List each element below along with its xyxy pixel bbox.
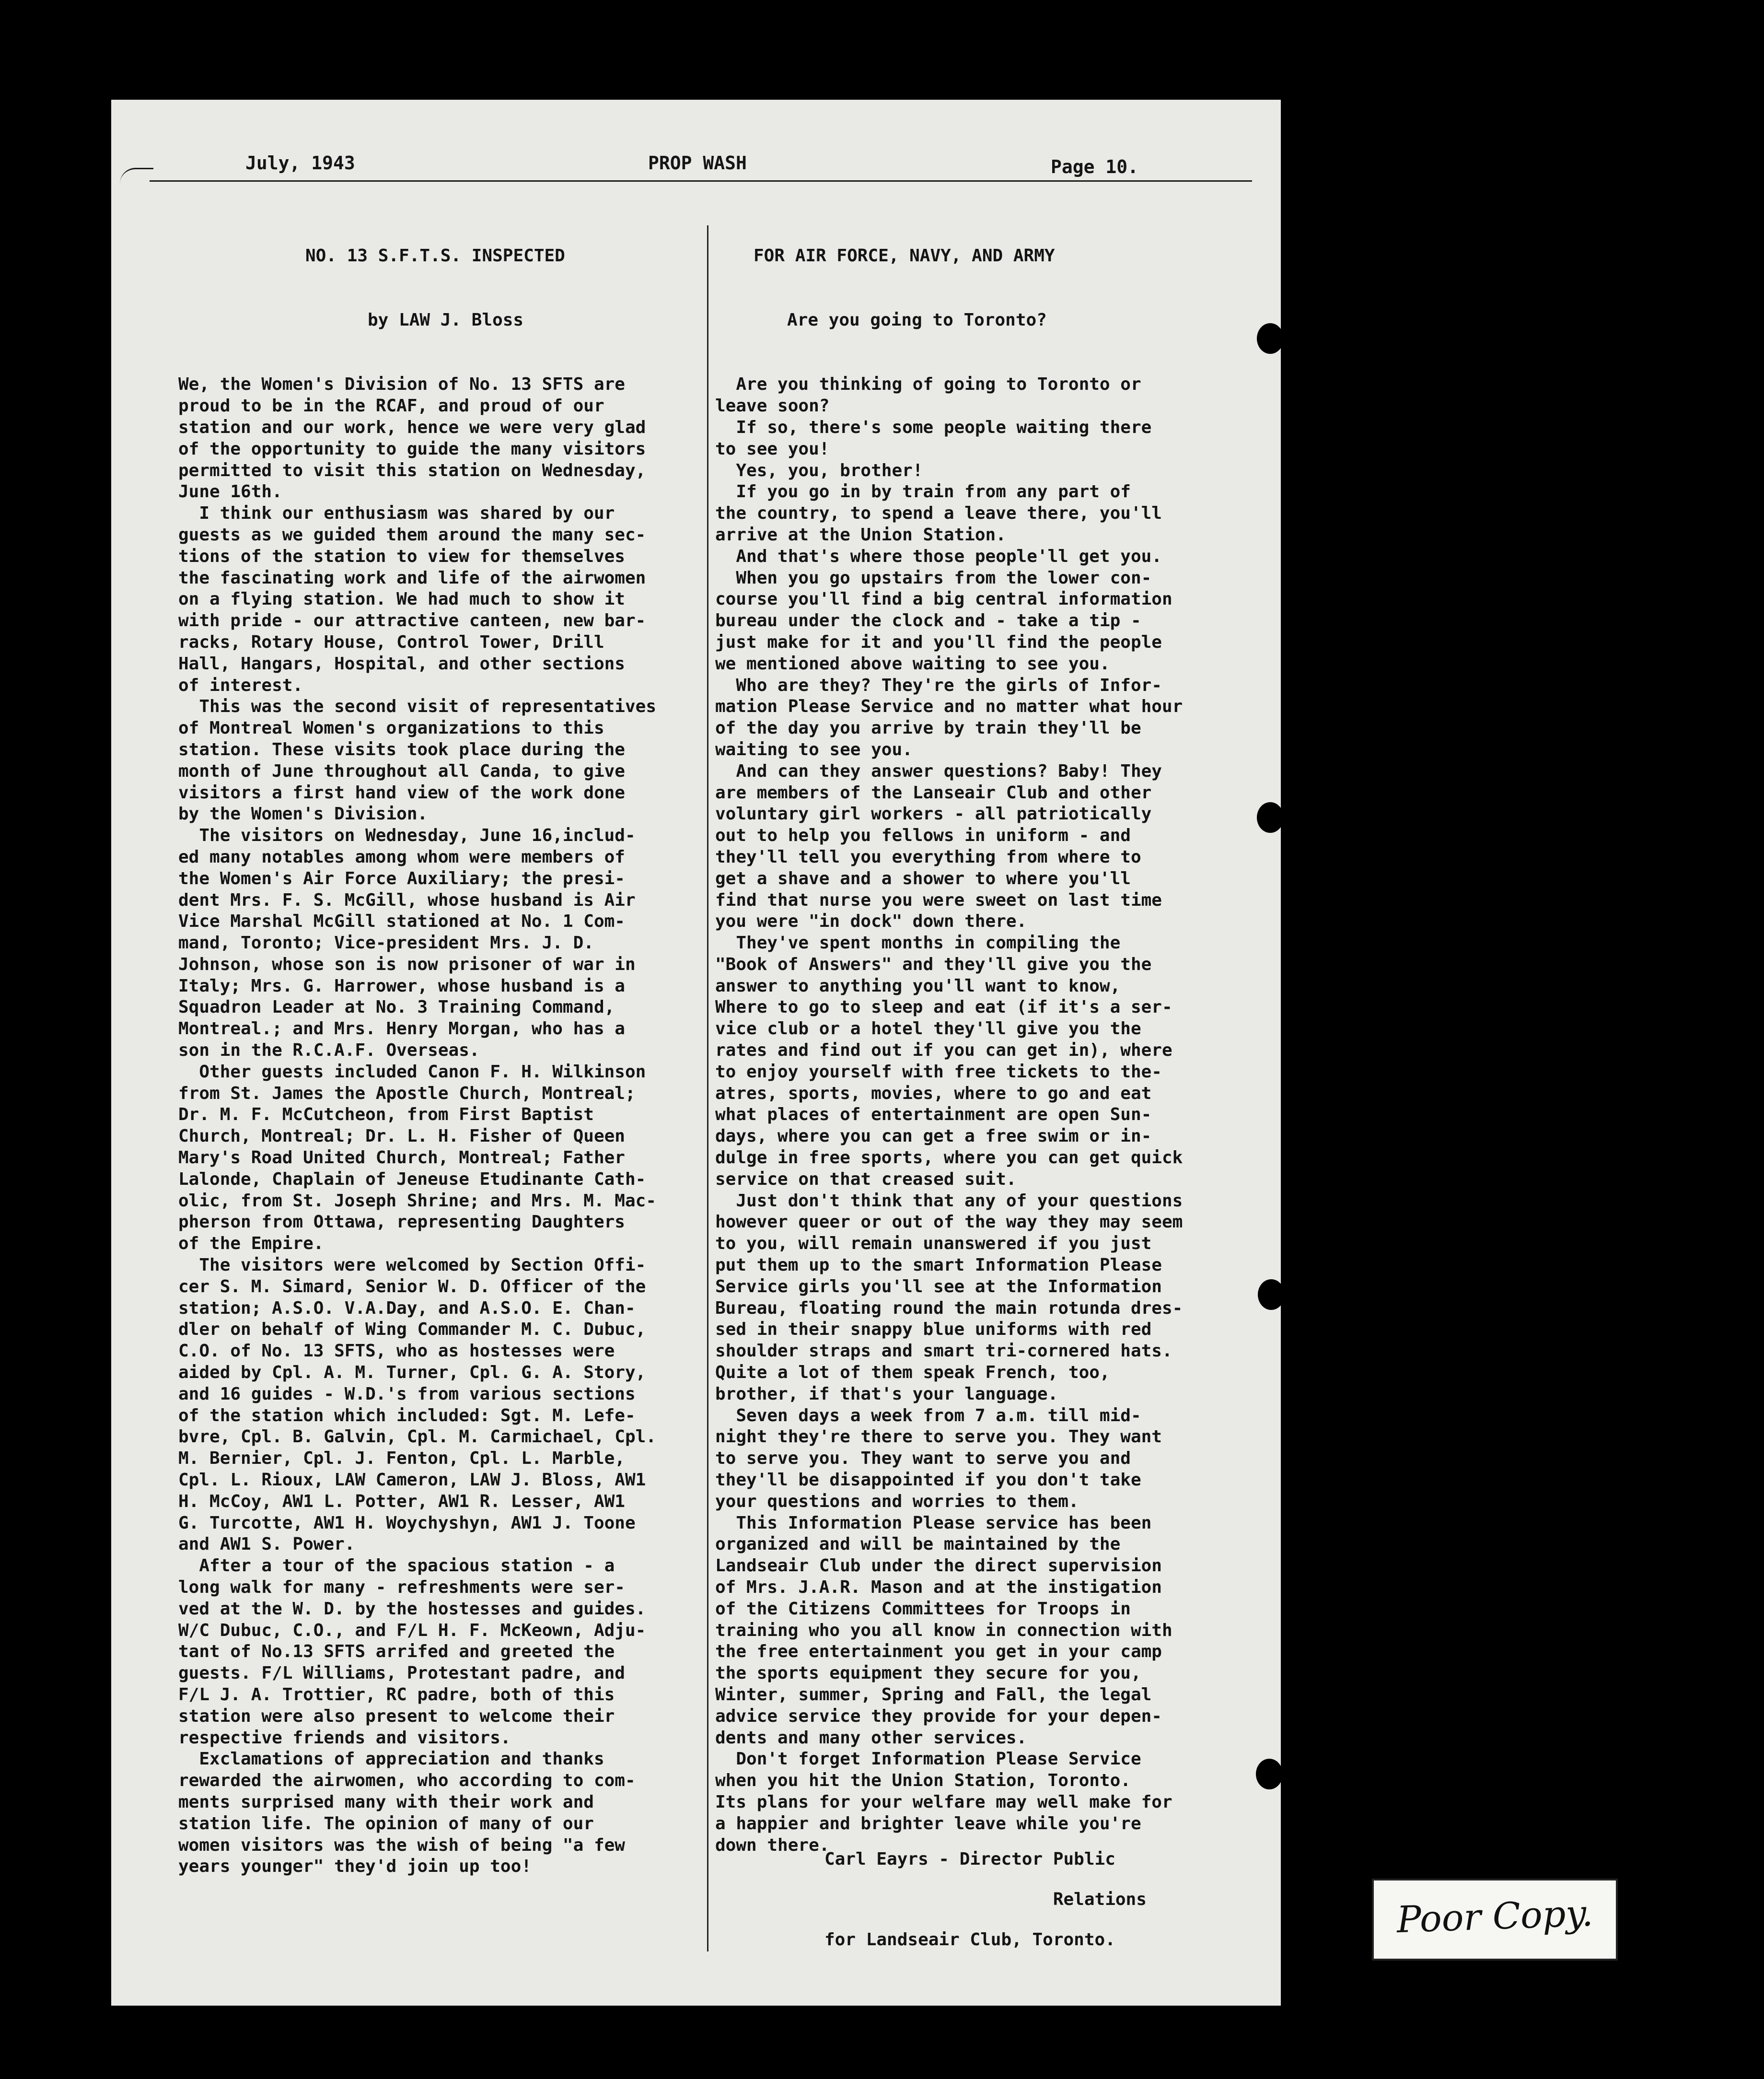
text-line: bvre, Cpl. B. Galvin, Cpl. M. Carmichael, Cpl. [178,1427,656,1447]
text-line: June 16th. [178,482,282,502]
text-line: of Montreal Women's organizations to this [178,718,604,738]
text-line: of interest. [178,675,303,695]
text-line: to serve you. They want to serve you and [715,1448,1131,1469]
left-article-title: NO. 13 S.F.T.S. INSPECTED [305,245,565,266]
text-line: And that's where those people'll get you. [715,546,1162,566]
text-line: answer to anything you'll want to know, [715,976,1121,996]
text-line: to enjoy yourself with free tickets to the- [715,1062,1162,1082]
text-line: dler on behalf of Wing Commander M. C. Dubuc, [178,1320,646,1340]
text-line: however queer or out of the way they may seem [715,1212,1183,1232]
text-line: Church, Montreal; Dr. L. H. Fisher of Queen [178,1126,625,1146]
text-line: and 16 guides - W.D.'s from various sections [178,1384,636,1404]
text-line: They've spent months in compiling the [715,933,1121,953]
text-line: find that nurse you were sweet on last time [715,890,1162,910]
text-line: just make for it and you'll find the people [715,632,1162,652]
text-line: for Landseair Club, Toronto. [824,1930,1115,1950]
text-line: Lalonde, Chaplain of Jeneuse Etudinante Cath- [178,1169,646,1189]
text-line: Don't forget Information Please Service [715,1749,1141,1769]
publication-title: PROP WASH [648,152,747,174]
text-line: The visitors on Wednesday, June 16,includ- [178,826,636,846]
right-article-body [715,374,1262,1856]
text-line: course you'll find a big central information [715,589,1172,609]
text-line: by the Women's Division. [178,804,428,824]
text-line: mand, Toronto; Vice-president Mrs. J. D. [178,933,594,953]
text-line: service on that creased suit. [715,1169,1017,1189]
text-line: arrive at the Union Station. [715,525,1006,545]
text-line: pherson from Ottawa, representing Daughters [178,1212,625,1232]
text-line: Landseair Club under the direct supervision [715,1556,1162,1576]
text-line: to you, will remain unanswered if you just [715,1234,1152,1254]
text-line: rewarded the airwomen, who according to com- [178,1771,636,1791]
text-line: Where to go to sleep and eat (if it's a ser- [715,997,1172,1017]
text-line: women visitors was the wish of being "a few [178,1835,625,1855]
text-line: Vice Marshal McGill stationed at No. 1 Com- [178,911,625,932]
text-line: station were also present to welcome their [178,1706,615,1726]
text-line: proud to be in the RCAF, and proud of our [178,396,604,416]
punch-hole [1256,1759,1283,1789]
text-line: Squadron Leader at No. 3 Training Command, [178,997,615,1017]
punch-hole [1257,802,1284,833]
text-line: Are you thinking of going to Toronto or [715,374,1141,395]
header-date: July, 1943 [245,152,355,174]
text-line: son in the R.C.A.F. Overseas. [178,1040,480,1061]
text-line: ed many notables among whom were members of [178,847,625,867]
punch-hole [1258,1279,1285,1310]
text-line: Bureau, floating round the main rotunda dres- [715,1298,1183,1318]
text-line: Carl Eayrs - Director Public [824,1849,1115,1869]
text-line: organized and will be maintained by the [715,1534,1121,1554]
text-line: the fascinating work and life of the airwomen [178,568,646,588]
text-line: you were "in dock" down there. [715,911,1027,932]
text-line: voluntary girl workers - all patriotically [715,804,1152,824]
text-line: station life. The opinion of many of our [178,1813,594,1834]
text-line: Yes, you, brother! [715,460,923,480]
text-line: of the opportunity to guide the many visitors [178,439,646,459]
left-article [178,202,782,1921]
right-article-subtitle: Are you going to Toronto? [787,310,1047,330]
text-line: waiting to see you. [715,739,913,759]
right-article-title: FOR AIR FORCE, NAVY, AND ARMY [754,245,1055,266]
text-line: This Information Please service has been [715,1513,1152,1533]
text-line: leave soon? [715,396,830,416]
text-line: tant of No.13 SFTS arrifed and greeted the [178,1642,615,1662]
text-line: station; A.S.O. V.A.Day, and A.S.O. E. Chan- [178,1298,636,1318]
text-line: Seven days a week from 7 a.m. till mid- [715,1405,1141,1425]
text-line: the free entertainment you get in your camp [715,1642,1162,1662]
text-line: ments surprised many with their work and [178,1792,594,1812]
text-line: they'll be disappointed if you don't take [715,1470,1141,1490]
text-line: Who are they? They're the girls of Infor- [715,675,1162,695]
signature-block [824,1831,1147,1969]
text-line: If so, there's some people waiting there [715,417,1152,437]
text-line: Hall, Hangars, Hospital, and other sections [178,654,625,674]
left-article-body [178,374,782,1878]
text-line: H. McCoy, AW1 L. Potter, AW1 R. Lesser, AW1 [178,1491,625,1511]
text-line: The visitors were welcomed by Section Offi- [178,1255,646,1275]
text-line: on a flying station. We had much to show it [178,589,625,609]
text-line: olic, from St. Joseph Shrine; and Mrs. M. Mac- [178,1191,656,1211]
text-line: bureau under the clock and - take a tip - [715,611,1141,631]
text-line: visitors a first hand view of the work done [178,783,625,803]
text-line: when you hit the Union Station, Toronto. [715,1771,1131,1791]
text-line: a happier and brighter leave while you're [715,1813,1141,1834]
text-line: your questions and worries to them. [715,1491,1079,1511]
text-line: Service girls you'll see at the Information [715,1276,1162,1296]
text-line: to see you! [715,439,830,459]
text-line: station and our work, hence we were very glad [178,417,646,437]
text-line: they'll tell you everything from where to [715,847,1141,867]
text-line: Dr. M. F. McCutcheon, from First Baptist [178,1105,594,1125]
text-line: the sports equipment they secure for you, [715,1663,1141,1683]
text-line: Just don't think that any of your questions [715,1191,1183,1211]
text-line: of the day you arrive by train they'll be [715,718,1141,738]
text-line: dents and many other services. [715,1728,1027,1748]
text-line: month of June throughout all Canda, to give [178,761,625,781]
text-line: guests as we guided them around the many sec- [178,525,646,545]
text-line: atres, sports, movies, where to go and eat [715,1083,1152,1103]
text-line: of Mrs. J.A.R. Mason and at the instigation [715,1577,1162,1597]
text-line: days, where you can get a free swim or in- [715,1126,1152,1146]
punch-hole [1257,323,1284,354]
poor-copy-label: Poor Copy. [1396,1891,1594,1941]
text-line: After a tour of the spacious station - a [178,1556,615,1576]
document-page [111,100,1281,2006]
text-line: C.O. of No. 13 SFTS, who as hostesses were [178,1341,615,1361]
text-line: W/C Dubuc, C.O., and F/L H. F. McKeown, Adju- [178,1620,646,1640]
text-line: get a shave and a shower to where you'll [715,868,1131,888]
text-line: Italy; Mrs. G. Harrower, whose husband is a [178,976,625,996]
text-line: guests. F/L Williams, Protestant padre, and [178,1663,625,1683]
text-line: Johnson, whose son is now prisoner of war in [178,954,636,974]
text-line: ved at the W. D. by the hostesses and guides. [178,1599,646,1619]
text-line: G. Turcotte, AW1 H. Woychyshyn, AW1 J. Toone [178,1513,636,1533]
text-line: station. These visits took place during the [178,739,625,759]
text-line: This was the second visit of representatives [178,697,656,717]
text-line: permitted to visit this station on Wednesday, [178,460,646,480]
text-line: of the Citizens Committees for Troops in [715,1599,1131,1619]
text-line: sed in their snappy blue uniforms with red [715,1320,1152,1340]
text-line: respective friends and visitors. [178,1728,511,1748]
text-line: night they're there to serve you. They want [715,1427,1162,1447]
text-line: are members of the Lanseair Club and other [715,783,1152,803]
text-line: I think our enthusiasm was shared by our [178,503,615,524]
text-line: vice club or a hotel they'll give you the [715,1019,1141,1039]
text-line: and AW1 S. Power. [178,1534,355,1554]
right-article [715,202,1262,1899]
text-line: Its plans for your welfare may well make for [715,1792,1172,1812]
text-line: Other guests included Canon F. H. Wilkinson [178,1062,646,1082]
text-line: long walk for many - refreshments were ser- [178,1577,625,1597]
text-line: cer S. M. Simard, Senior W. D. Officer of the [178,1276,646,1296]
text-line: Exclamations of appreciation and thanks [178,1749,604,1769]
text-line: aided by Cpl. A. M. Turner, Cpl. G. A. Story, [178,1363,646,1383]
text-line: racks, Rotary House, Control Tower, Drill [178,632,604,652]
left-article-byline: by LAW J. Bloss [368,310,524,330]
text-line: Relations [824,1890,1147,1909]
text-line: with pride - our attractive canteen, new bar- [178,611,646,631]
text-line: of the Empire. [178,1234,324,1254]
text-line: dent Mrs. F. S. McGill, whose husband is Air [178,890,636,910]
page-number: Page 10. [1051,156,1139,177]
text-line: brother, if that's your language. [715,1384,1058,1404]
text-line: Cpl. L. Rioux, LAW Cameron, LAW J. Bloss, AW1 [178,1470,646,1490]
text-line: shoulder straps and smart tri-cornered hats. [715,1341,1172,1361]
text-line: Montreal.; and Mrs. Henry Morgan, who has a [178,1019,625,1039]
text-line: down there. [715,1835,830,1855]
text-line: mation Please Service and no matter what hour [715,697,1183,717]
text-line: what places of entertainment are open Sun- [715,1105,1152,1125]
text-line: the Women's Air Force Auxiliary; the presi- [178,868,625,888]
text-line: tions of the station to view for themselves [178,546,625,566]
poor-copy-stamp [1372,1879,1618,1961]
text-line: F/L J. A. Trottier, RC padre, both of this [178,1684,615,1705]
text-line: from St. James the Apostle Church, Montreal; [178,1083,636,1103]
text-line: rates and find out if you can get in), where [715,1040,1172,1061]
text-line: years younger" they'd join up too! [178,1857,532,1877]
text-line: When you go upstairs from the lower con- [715,568,1152,588]
text-line: we mentioned above waiting to see you. [715,654,1110,674]
page-header [111,152,1281,181]
text-line: training who you all know in connection with [715,1620,1172,1640]
text-line: dulge in free sports, where you can get quick [715,1148,1183,1168]
text-line: And can they answer questions? Baby! They [715,761,1162,781]
text-line: advice service they provide for your depen- [715,1706,1162,1726]
text-line: the country, to spend a leave there, you'll [715,503,1162,524]
text-line: Mary's Road United Church, Montreal; Father [178,1148,625,1168]
text-line: of the station which included: Sgt. M. Lefe- [178,1405,636,1425]
text-line: Quite a lot of them speak French, too, [715,1363,1110,1383]
text-line: "Book of Answers" and they'll give you the [715,954,1152,974]
text-line: out to help you fellows in uniform - and [715,826,1131,846]
text-line: Winter, summer, Spring and Fall, the legal [715,1684,1152,1705]
text-line: put them up to the smart Information Please [715,1255,1162,1275]
text-line: If you go in by train from any part of [715,482,1131,502]
text-line: We, the Women's Division of No. 13 SFTS are [178,374,625,395]
text-line: M. Bernier, Cpl. J. Fenton, Cpl. L. Marble, [178,1448,625,1469]
